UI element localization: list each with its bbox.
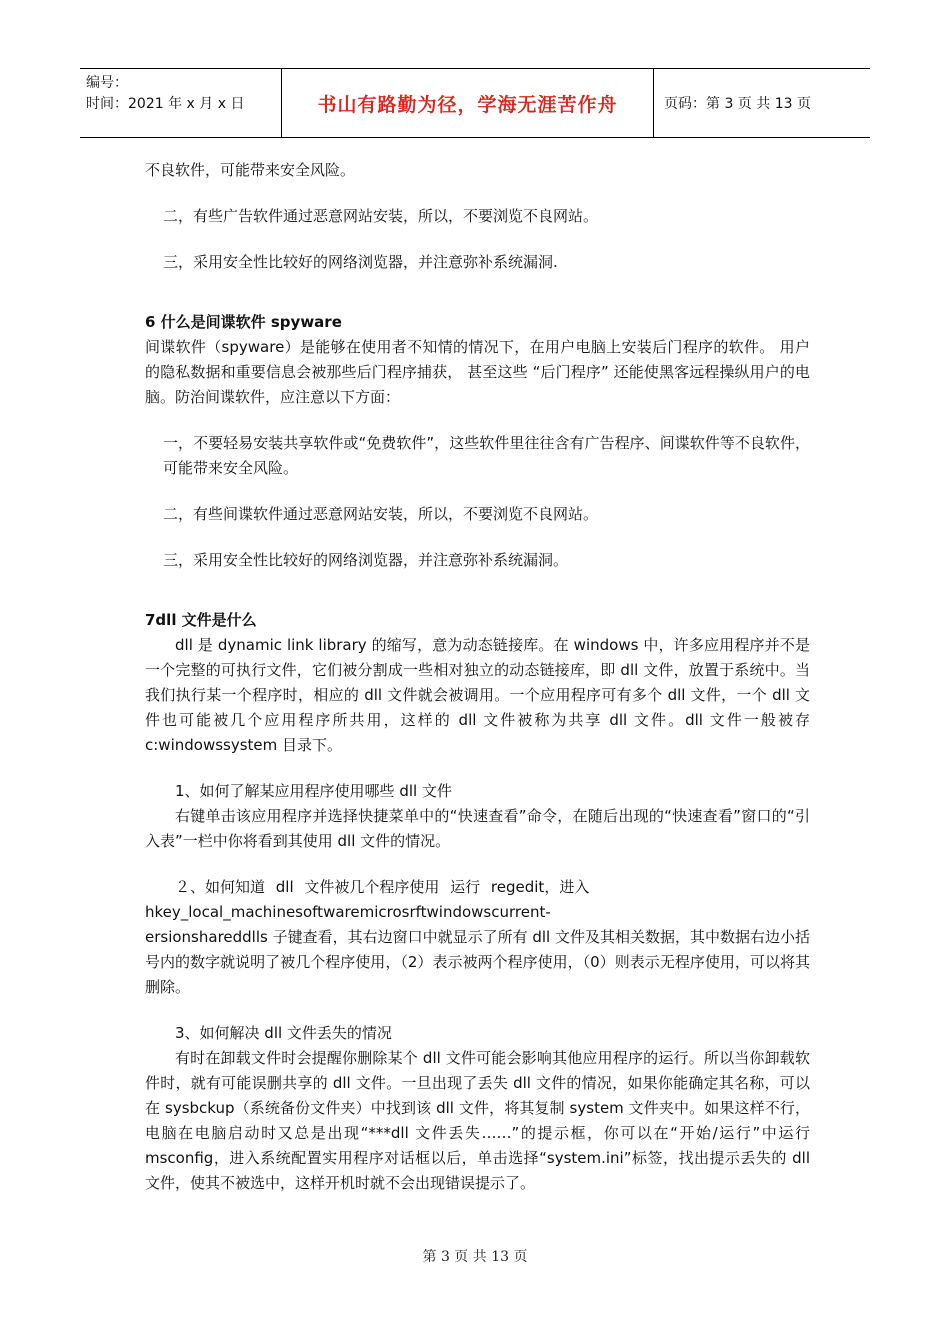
- paragraph: 二，有些间谍软件通过恶意网站安装，所以，不要浏览不良网站。: [163, 505, 599, 523]
- header-meta: [80, 69, 282, 137]
- doc-number: 编号：: [86, 75, 128, 91]
- header-motto: 书山有路勤为径，学海无涯苦作舟: [282, 69, 654, 137]
- page-footer: 第 3 页 共 13 页: [422, 1249, 528, 1265]
- paragraph: 右键单击该应用程序并选择快捷菜单中的“快速查看”命令，在随后出现的“快速查看”窗口的“引入表”一栏中你将看到其使用 dll 文件的情况。: [145, 807, 810, 850]
- section-heading: 6 什么是间谍软件 spyware: [145, 313, 342, 331]
- document-body: [145, 158, 810, 1196]
- paragraph: 二，有些广告软件通过恶意网站安装，所以，不要浏览不良网站。: [163, 207, 599, 225]
- page-header: [80, 68, 870, 138]
- section-heading: 7dll 文件是什么: [145, 611, 257, 629]
- paragraph: 有时在卸载文件时会提醒你删除某个 dll 文件可能会影响其他应用程序的运行。所以当你卸载软件时，就有可能误删共享的 dll 文件。一旦出现了丢失 dll 文件的情况，如果你能确定其名称，可以在 sysbckup（系统备份文件夹）中找到该 dll 文件，将其复制 system 文件夹中。如果这样不行，电脑在电脑启动时又总是出现“***dll 文件丢失……”的提示框，你可以在“开始/运行”中运行 msconfig，进入系统配置实用程序对话框以后，单击选择“system.ini”标签，找出提示丢失的 dll 文件，使其不被选中，这样开机时就不会出现错误提示了。: [145, 1049, 810, 1192]
- paragraph: 三，采用安全性比较好的网络浏览器，并注意弥补系统漏洞。: [163, 551, 569, 569]
- doc-time: 时间：2021 年 x 月 x 日: [86, 96, 245, 112]
- paragraph: hkey_local_machinesoftwaremicrosrftwindowscurrent-: [145, 903, 551, 921]
- question-heading: 1、如何了解某应用程序使用哪些 dll 文件: [175, 782, 452, 800]
- question-heading: 3、如何解决 dll 文件丢失的情况: [175, 1024, 392, 1042]
- header-page-info: 页码：第 3 页 共 13 页: [664, 96, 811, 112]
- paragraph: dll 是 dynamic link library 的缩写，意为动态链接库。在 windows 中，许多应用程序并不是一个完整的可执行文件，它们被分割成一些相对独立的动态链接库，即 dll 文件，放置于系统中。当我们执行某一个程序时，相应的 dll 文件就会被调用。一个应用程序可有多个 dll 文件，一个 dll 文件也可能被几个应用程序所共用，这样的 dll 文件被称为共享 dll 文件。dll 文件一般被存 c:windowssystem 目录下。: [145, 636, 810, 754]
- paragraph: ersionshareddlls 子键查看，其右边窗口中就显示了所有 dll 文件及其相关数据，其中数据右边小括号内的数字就说明了被几个程序使用，（2）表示被两个程序使用，（0）则表示无程序使用，可以将其删除。: [145, 928, 810, 996]
- paragraph: 三，采用安全性比较好的网络浏览器，并注意弥补系统漏洞.: [163, 253, 558, 271]
- paragraph: 一，不要轻易安装共享软件或“免费软件”，这些软件里往往含有广告程序、间谍软件等不良软件，可能带来安全风险。: [163, 434, 810, 477]
- paragraph: 间谍软件（spyware）是能够在使用者不知情的情况下，在用户电脑上安装后门程序的软件。 用户的隐私数据和重要信息会被那些后门程序捕获， 甚至这些 “后门程序” 还能使黑客远程操纵用户的电脑。防治间谍软件，应注意以下方面：: [145, 338, 810, 406]
- question-heading: ２、如何知道 dll 文件被几个程序使用 运行 regedit，进入: [175, 878, 590, 896]
- paragraph: 不良软件，可能带来安全风险。: [145, 161, 356, 179]
